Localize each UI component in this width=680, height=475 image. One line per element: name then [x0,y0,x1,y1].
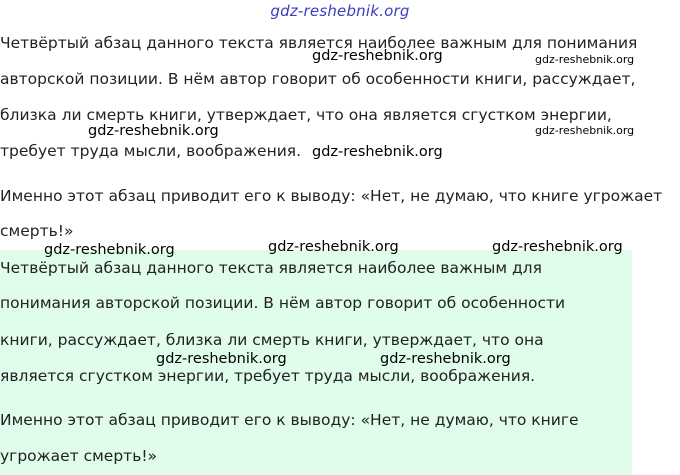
watermark: gdz-reshebnik.org [268,239,399,255]
answer-2-line-1: Четвёртый абзац данного текста является наиболее важным для [0,259,542,277]
watermark: gdz-reshebnik.org [312,144,443,160]
answer-1-line-3: близка ли смерть книги, утверждает, что она является сгустком энергии, [0,106,612,124]
answer-2-line-3: книги, рассуждает, близка ли смерть книги, утверждает, что она [0,331,544,349]
watermark: gdz-reshebnik.org [380,351,511,367]
answer-1-line-4: требует труда мысли, воображения. [0,142,302,160]
answer-1-line-1: Четвёртый абзац данного текста является наиболее важным для понимания [0,34,638,52]
watermark: gdz-reshebnik.org [156,351,287,367]
answer-1-line-2: авторской позиции. В нём автор говорит об особенности книги, рассуждает, [0,70,636,88]
answer-2-line-2: понимания авторской позиции. В нём автор говорит об особенности [0,294,566,312]
answer-highlight-block [0,250,632,475]
answer-1-line-5: Именно этот абзац приводит его к выводу: «Нет, не думаю, что книге угрожает [0,187,663,205]
answer-1-line-6: смерть!» [0,222,74,240]
watermark: gdz-reshebnik.org [88,123,219,139]
answer-2-line-4: является сгустком энергии, требует труда мысли, воображения. [0,367,536,385]
header-watermark: gdz-reshebnik.org [270,2,410,20]
watermark: gdz-reshebnik.org [535,124,635,137]
answer-2-line-6: угрожает смерть!» [0,447,158,465]
watermark: gdz-reshebnik.org [492,239,623,255]
watermark: gdz-reshebnik.org [312,48,443,64]
watermark: gdz-reshebnik.org [44,242,175,258]
answer-2-line-5: Именно этот абзац приводит его к выводу: «Нет, не думаю, что книге [0,411,579,429]
watermark: gdz-reshebnik.org [535,53,635,66]
